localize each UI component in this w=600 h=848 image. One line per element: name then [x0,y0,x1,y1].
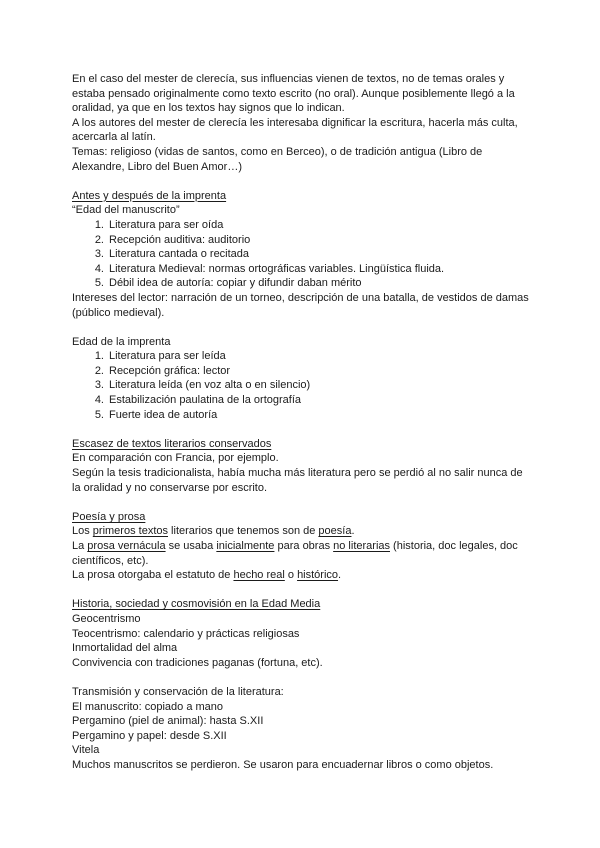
manuscrito-list [72,218,532,291]
historia-line: Geocentrismo [72,612,141,625]
transmision-line: Pergamino y papel: desde S.XII [72,729,227,742]
list-item: 5. Fuerte idea de autoría [94,408,218,421]
heading-historia: Historia, sociedad y cosmovisión en la Edad Media [72,598,321,611]
list-item: 2. Recepción gráfica: lector [94,364,231,377]
transmision-line: Vitela [72,744,100,757]
list-item: 5. Débil idea de autoría: copiar y difundir daban mérito [94,277,362,290]
historia-line: Convivencia con tradiciones paganas (fortuna, etc). [72,656,323,669]
list-item: 4. Estabilización paulatina de la ortografía [94,394,302,407]
heading-escasez: Escasez de textos literarios conservados [72,437,272,450]
historia-line: Inmortalidad del alma [72,642,178,655]
intereses-paragraph: Intereses del lector: narración de un torneo, descripción de una batalla, de vestidos de damas (público medieval). [72,291,529,319]
transmision-heading: Transmisión y conservación de la literatura: [72,685,284,698]
list-item: 1. Literatura para ser leída [94,350,226,363]
document-page [72,72,532,773]
escasez-paragraph-1: En comparación con Francia, por ejemplo. [72,452,279,465]
transmision-line: Muchos manuscritos se perdieron. Se usaron para encuadernar libros o como objetos. [72,758,494,771]
transmision-line: El manuscrito: copiado a mano [72,700,224,713]
list-item: 3. Literatura cantada o recitada [94,248,250,261]
poesia-line-1: Los primeros textos literarios que tenemos son de poesía. [72,525,355,538]
list-item: 3. Literatura leída (en voz alta o en silencio) [94,379,311,392]
historia-line: Teocentrismo: calendario y prácticas religiosas [72,627,300,640]
heading-poesia: Poesía y prosa [72,510,146,523]
poesia-line-2: La prosa vernácula se usaba inicialmente para obras no literarias (historia, doc legales, doc científicos, etc). [72,540,518,567]
list-item: 2. Recepción auditiva: auditorio [94,233,251,246]
list-item: 4. Literatura Medieval: normas ortográficas variables. Lingüística fluida. [94,262,445,275]
intro-paragraph-3: Temas: religioso (vidas de santos, como en Berceo), o de tradición antigua (Libro de Alexandre, Libro del Buen Amor…) [72,145,483,173]
manuscrito-title: “Edad del manuscrito” [72,204,180,217]
intro-paragraph-2: A los autores del mester de clerecía les interesaba dignificar la escritura, hacerla más culta, acercarla al latín. [72,116,518,144]
transmision-line: Pergamino (piel de animal): hasta S.XII [72,715,264,728]
imprenta-list [72,349,532,422]
intro-paragraph-1: En el caso del mester de clerecía, sus influencias vienen de textos, no de temas orales y estaba pensado originalmente como texto escrito (no oral). Aunque posiblemente llegó a la oralidad, ya que en los textos hay signos que lo indican. [72,73,515,115]
poesia-line-3: La prosa otorgaba el estatuto de hecho real o histórico. [72,569,342,582]
escasez-paragraph-2: Según la tesis tradicionalista, había mucha más literatura pero se perdió al no salir nunca de la oralidad y no conservarse por escrito. [72,467,523,494]
list-item: 1. Literatura para ser oída [94,218,224,231]
heading-imprenta: Antes y después de la imprenta [72,189,227,202]
imprenta-title: Edad de la imprenta [72,335,171,348]
